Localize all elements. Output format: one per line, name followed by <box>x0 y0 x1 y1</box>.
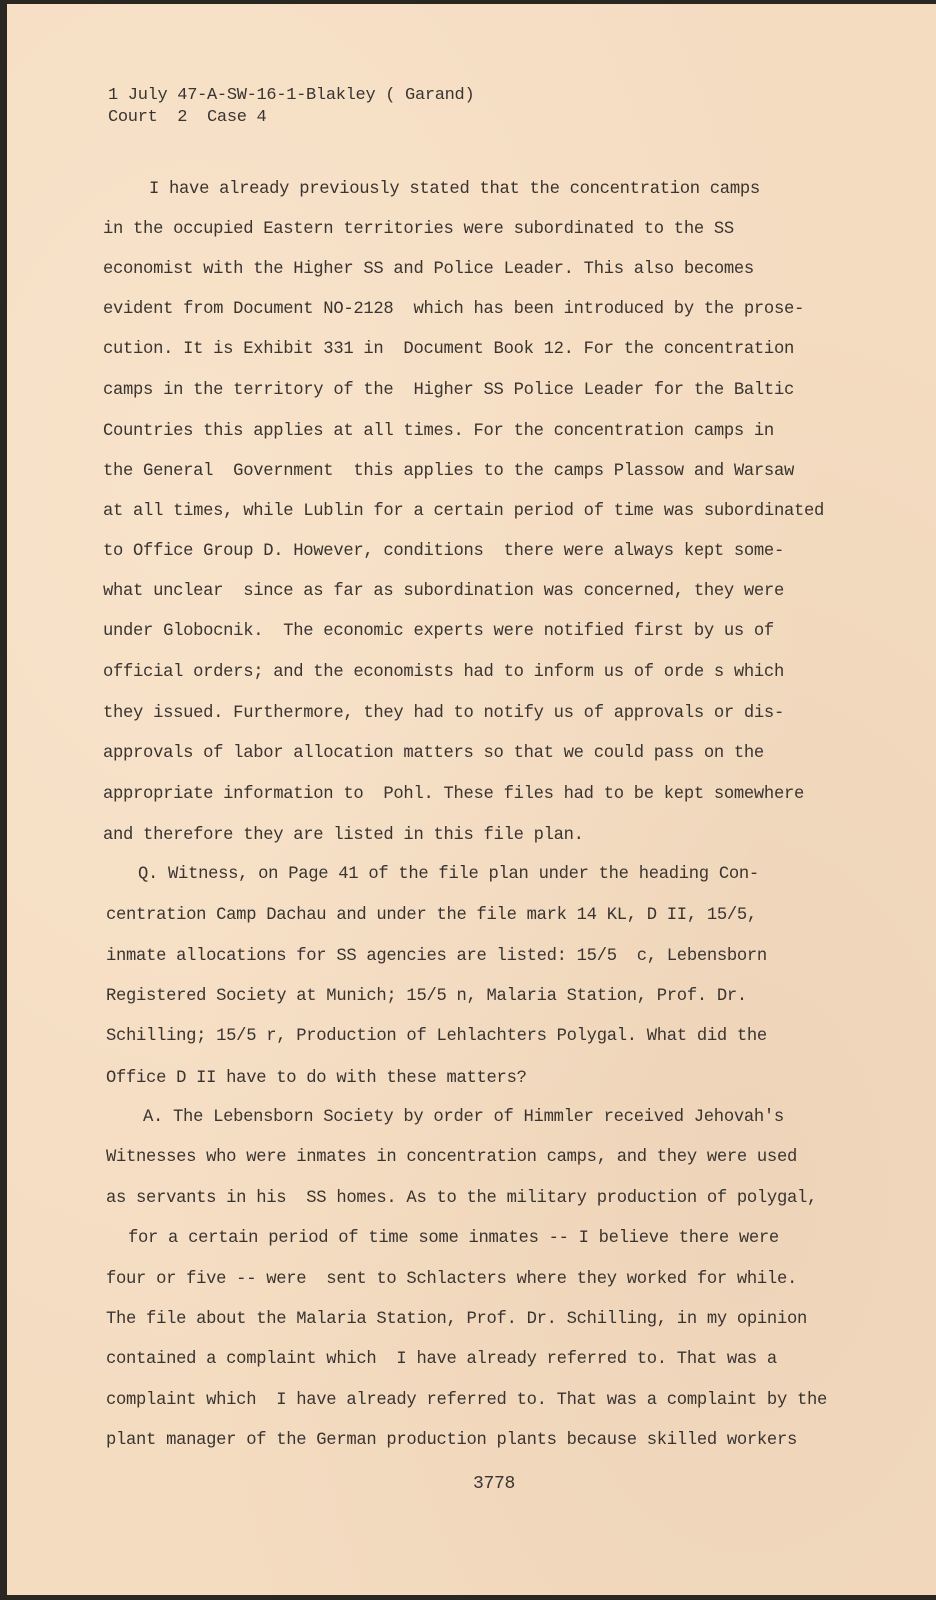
body-line: official orders; and the economists had to inform us of orde s which <box>103 663 784 682</box>
body-line: Schilling; 15/5 r, Production of Lehlachters Polygal. What did the <box>106 1027 767 1046</box>
body-line: centration Camp Dachau and under the file mark 14 KL, D II, 15/5, <box>106 906 757 925</box>
body-line: Office D II have to do with these matters? <box>106 1069 527 1088</box>
body-line: four or five -- were sent to Schlacters where they worked for while. <box>106 1270 797 1289</box>
body-line: I have already previously stated that the concentration camps <box>149 180 760 199</box>
body-line: for a certain period of time some inmates -- I believe there were <box>128 1229 779 1248</box>
body-line: approvals of labor allocation matters so that we could pass on the <box>103 744 764 763</box>
question-line: Q. Witness, on Page 41 of the file plan under the heading Con- <box>138 865 759 884</box>
body-line: evident from Document NO-2128 which has been introduced by the prose- <box>103 300 804 319</box>
answer-line: A. The Lebensborn Society by order of Himmler received Jehovah's <box>143 1108 784 1127</box>
body-line: in the occupied Eastern territories were subordinated to the SS <box>103 220 734 239</box>
body-line: complaint which I have already referred to. That was a complaint by the <box>106 1391 828 1410</box>
body-line: what unclear since as far as subordination was concerned, they were <box>103 582 784 601</box>
body-line: economist with the Higher SS and Police Leader. This also becomes <box>103 260 754 279</box>
body-line: cution. It is Exhibit 331 in Document Book 12. For the concentration <box>103 340 794 359</box>
body-line: Countries this applies at all times. For the concentration camps in <box>103 422 774 441</box>
body-line: inmate allocations for SS agencies are listed: 15/5 c, Lebensborn <box>106 947 767 966</box>
body-line: and therefore they are listed in this file plan. <box>103 826 584 845</box>
body-line: to Office Group D. However, conditions there were always kept some- <box>103 542 784 561</box>
body-line: as servants in his SS homes. As to the military production of polygal, <box>106 1189 818 1208</box>
body-line: appropriate information to Pohl. These files had to be kept somewhere <box>103 785 804 804</box>
body-line: Registered Society at Munich; 15/5 n, Malaria Station, Prof. Dr. <box>106 987 747 1006</box>
body-line: they issued. Furthermore, they had to notify us of approvals or dis- <box>103 704 784 723</box>
header-court-case: Court 2 Case 4 <box>108 108 267 127</box>
body-line: camps in the territory of the Higher SS Police Leader for the Baltic <box>103 381 794 400</box>
header-case-reference: 1 July 47-A-SW-16-1-Blakley ( Garand) <box>108 86 475 105</box>
document-page <box>7 4 936 1595</box>
body-line: The file about the Malaria Station, Prof. Dr. Schilling, in my opinion <box>106 1310 807 1329</box>
body-line: Witnesses who were inmates in concentration camps, and they were used <box>106 1148 797 1167</box>
body-line: the General Government this applies to the camps Plassow and Warsaw <box>103 462 794 481</box>
body-line: under Globocnik. The economic experts were notified first by us of <box>103 622 774 641</box>
page-number: 3778 <box>473 1474 516 1494</box>
body-line: plant manager of the German production plants because skilled workers <box>106 1431 797 1450</box>
body-line: contained a complaint which I have already referred to. That was a <box>106 1350 777 1369</box>
body-line: at all times, while Lublin for a certain period of time was subordinated <box>103 502 825 521</box>
